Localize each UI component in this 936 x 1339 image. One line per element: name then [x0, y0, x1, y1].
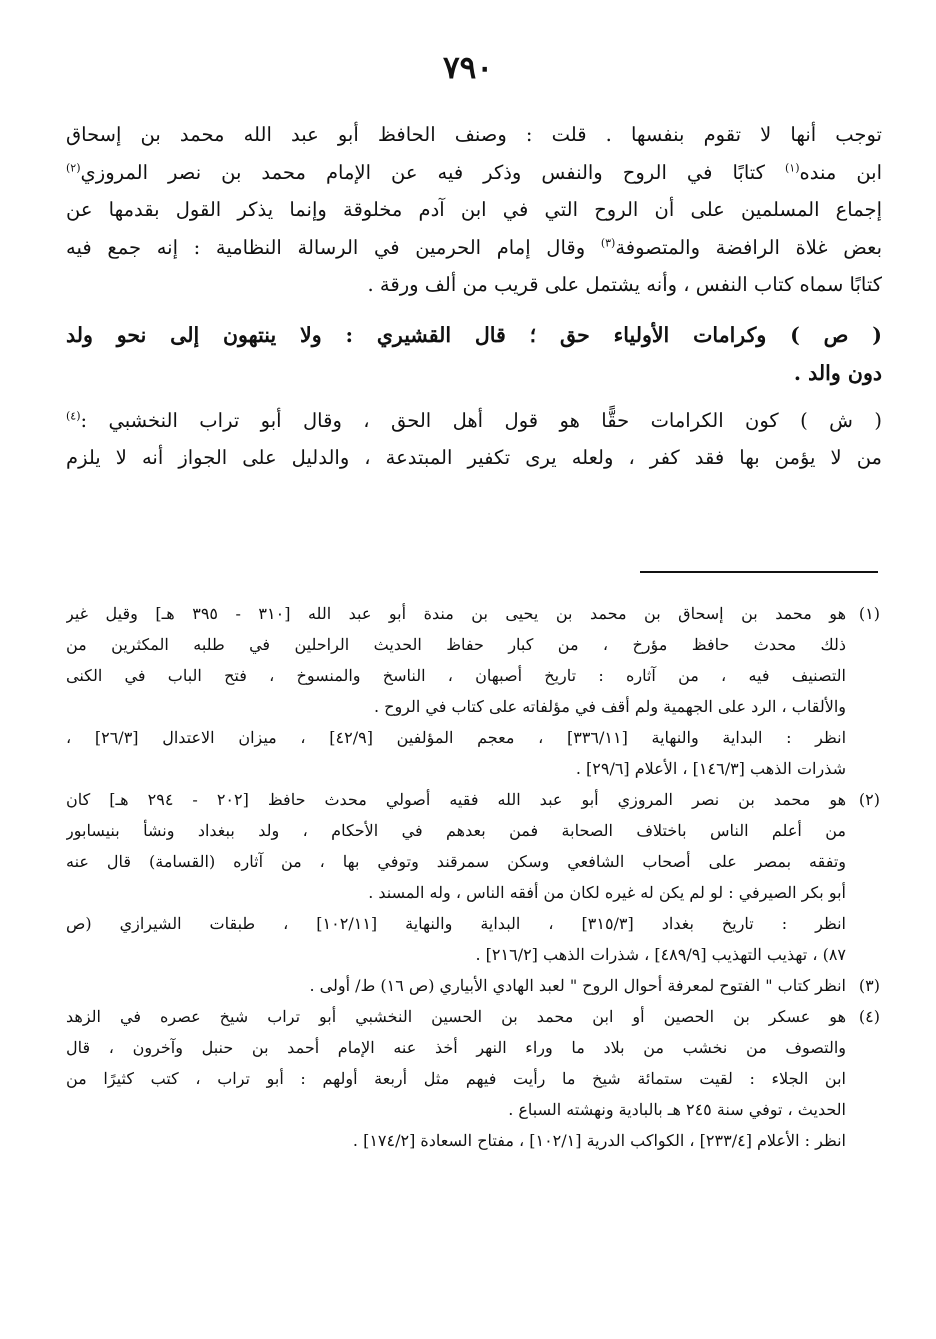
footnote-line: هو عسكر بن الحصين أو ابن محمد بن الحسين النخشبي أبو تراب شيخ عصره في الزهد: [66, 1007, 846, 1026]
footnote-separator: [640, 571, 878, 573]
text-line: [66, 154, 882, 192]
matn-line: ( ص ) وكرامات الأولياء حق ؛ قال القشيري : ولا ينتهون إلى نحو ولد: [66, 322, 882, 347]
matn-line: دون والد .: [793, 360, 882, 385]
footnote-line: التصنيف فيه ، من آثاره : تاريخ أصبهان ، الناسخ والمنسوخ ، فتح الباب في الكنى: [66, 666, 846, 685]
footnote-line: هو محمد بن إسحاق بن محمد بن يحيى بن مندة أبو عبد الله [٣١٠ - ٣٩٥ هـ] وقيل غير: [66, 604, 846, 623]
footnote-ref: (٢): [66, 161, 81, 174]
text-segment: ابن منده: [799, 160, 882, 184]
footnote-line: ٨٧) ، تهذيب التهذيب [٤٨٩/٩] ، شذرات الذهب [٢١٦/٢] .: [475, 945, 846, 964]
footnote-line: ذلك محدث حافظ مؤرخ ، من كبار حفاظ الحديث الراحلين في طلبه المكثرين من: [66, 635, 846, 654]
footnote-line: ابن الجلاء : لقيت ستمائة شيخ ما رأيت فيهم مثل أربعة أولهم : أبو تراب ، كتب كثيرًا من: [66, 1069, 846, 1088]
footnotes: [66, 598, 880, 1156]
main-text: [66, 116, 882, 477]
footnote-line: والتصوف من نخشب من بلاد ما وراء النهر أخذ عنه الإمام أحمد بن حنبل وآخرون ، قال: [66, 1038, 846, 1057]
footnote-line: انظر كتاب " الفتوح لمعرفة أحوال الروح " لعبد الهادي الأبياري (ص ١٦) ط/ أولى .: [309, 976, 846, 995]
text-segment: وقال إمام الحرمين في الرسالة النظامية : إنه جمع فيه: [66, 235, 586, 259]
footnote-number: (٣): [858, 976, 880, 995]
footnote-number: (٤): [858, 1007, 880, 1026]
footnote-line: والألقاب ، الرد على الجهمية ولم أقف في مؤلفاته على كتاب في الروح .: [373, 697, 846, 716]
text-line: كتابًا سماه كتاب النفس ، وأنه يشتمل على قريب من ألف ورقة .: [367, 273, 882, 296]
text-line: [66, 229, 882, 267]
text-segment: ( ش ) كون الكرامات حقًّا هو قول أهل الحق ، وقال أبو تراب النخشبي :: [80, 408, 882, 432]
footnote-body: [66, 598, 846, 784]
footnote-line: انظر : الأعلام [٢٣٣/٤] ، الكواكب الدرية [١٠٢/١] ، مفتاح السعادة [١٧٤/٢] .: [352, 1131, 846, 1150]
footnote-line: وتفقه بمصر على أصحاب الشافعي وسكن سمرقند وتوفي بها ، من آثاره (القسامة) قال عنه: [66, 852, 846, 871]
footnote-1: [66, 598, 880, 784]
text-segment: بعض غلاة الرافضة والمتصوفة: [615, 235, 882, 259]
text-line: توجب أنها لا تقوم بنفسها . قلت : وصنف الحافظ أبو عبد الله محمد بن إسحاق: [66, 123, 882, 146]
footnote-2: [66, 784, 880, 970]
footnote-4: [66, 1001, 880, 1156]
sharh-line: [66, 402, 882, 440]
footnote-ref: (٣): [600, 236, 616, 249]
footnote-body: [66, 784, 846, 970]
footnote-line: انظر : تاريخ بغداد [٣١٥/٣] ، البداية والنهاية [١٠٢/١١] ، طبقات الشيرازي (ص: [66, 914, 846, 933]
footnote-number: (٢): [858, 790, 880, 809]
page-number: ٧٩٠: [443, 50, 493, 86]
sharh-paragraph: [66, 402, 882, 477]
footnote-ref: (٤): [66, 409, 81, 422]
footnote-line: هو محمد بن نصر المروزي أبو عبد الله فقيه أصولي محدث حافظ [٢٠٢ - ٢٩٤ هـ] كان: [66, 790, 846, 809]
footnote-line: أبو بكر الصيرفي : لو لم يكن له غيره لكان من أفقه الناس ، وله المسند .: [368, 883, 846, 902]
paragraph-1: [66, 116, 882, 304]
footnote-ref: (١): [785, 161, 800, 174]
sharh-line: من لا يؤمن بها فقد كفر ، ولعله يرى تكفير المبتدعة ، والدليل على الجواز أنه لا يلزم: [66, 446, 882, 469]
footnote-line: انظر : البداية والنهاية [٣٣٦/١١] ، معجم المؤلفين [٤٢/٩] ، ميزان الاعتدال [٢٦/٣] ،: [66, 728, 846, 747]
matn-paragraph: [66, 316, 882, 392]
footnote-line: الحديث ، توفي سنة ٢٤٥ هـ بالبادية ونهشته السباع .: [508, 1100, 846, 1119]
text-segment: كتابًا في الروح والنفس وذكر فيه عن الإمام محمد بن نصر المروزي: [80, 160, 765, 184]
footnote-3: [66, 970, 880, 1001]
text-line: إجماع المسلمين على أن الروح التي في ابن آدم مخلوقة وإنما يذكر القول بقدمها عن: [66, 198, 882, 221]
footnote-body: [66, 1001, 846, 1156]
footnote-line: من أعلم الناس باختلاف الصحابة فمن بعدهم في الأحكام ، ولد ببغداد ونشأ بنيسابور: [66, 821, 846, 840]
footnote-number: (١): [858, 604, 880, 623]
footnote-line: شذرات الذهب [١٤٦/٣] ، الأعلام [٢٩/٦] .: [575, 759, 846, 778]
footnote-body: [66, 970, 846, 1001]
